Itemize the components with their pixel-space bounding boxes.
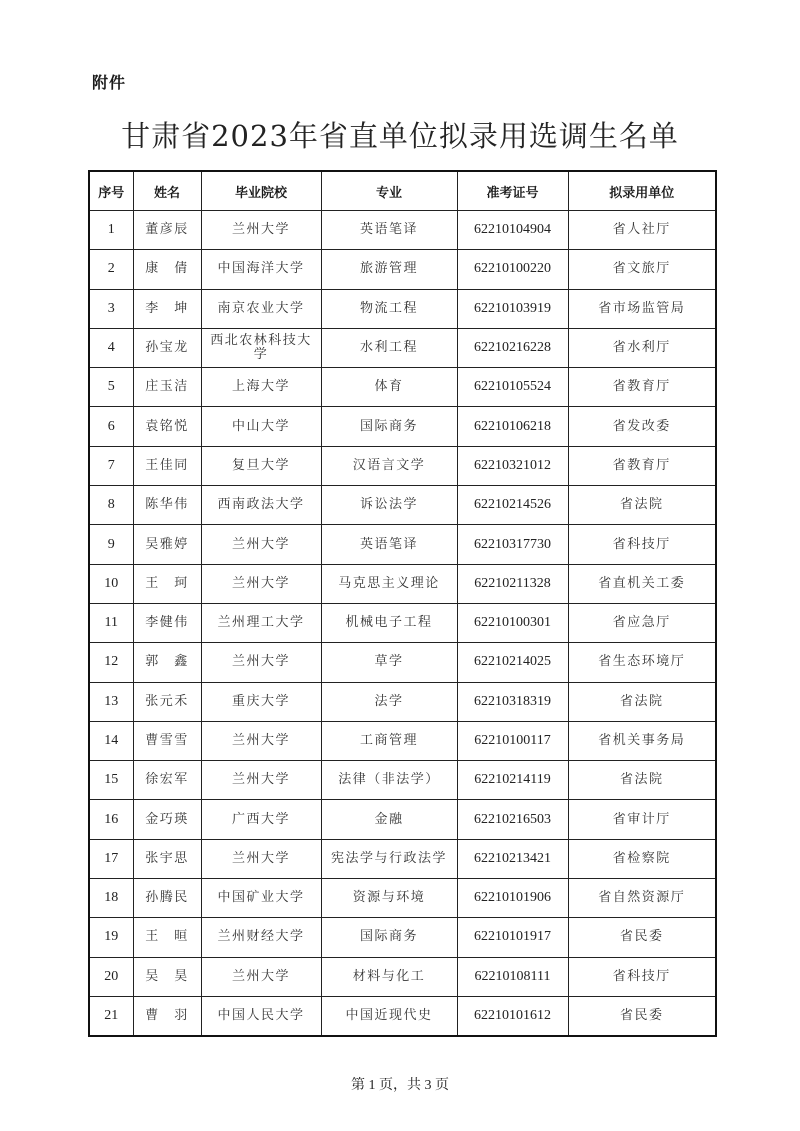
cell-school: 兰州大学 xyxy=(201,761,321,800)
cell-exam-id: 62210101612 xyxy=(457,996,568,1036)
cell-major: 金融 xyxy=(321,800,457,839)
cell-exam-id: 62210100220 xyxy=(457,250,568,289)
table-row xyxy=(89,879,716,918)
cell-no: 9 xyxy=(89,525,133,564)
cell-no: 14 xyxy=(89,721,133,760)
cell-school: 兰州大学 xyxy=(201,211,321,250)
cell-major: 旅游管理 xyxy=(321,250,457,289)
cell-unit: 省生态环境厅 xyxy=(568,643,716,682)
cell-school: 中国人民大学 xyxy=(201,996,321,1036)
header-school: 毕业院校 xyxy=(201,171,321,211)
cell-no: 5 xyxy=(89,368,133,407)
cell-unit: 省自然资源厅 xyxy=(568,879,716,918)
table-row xyxy=(89,368,716,407)
document-title: 甘肃省2023年省直单位拟录用选调生名单 xyxy=(121,119,679,153)
cell-exam-id: 62210101906 xyxy=(457,879,568,918)
cell-name: 曹 羽 xyxy=(133,996,201,1036)
table-row xyxy=(89,250,716,289)
cell-major: 诉讼法学 xyxy=(321,486,457,525)
cell-major: 国际商务 xyxy=(321,407,457,446)
table-row xyxy=(89,525,716,564)
cell-major: 法学 xyxy=(321,682,457,721)
cell-major: 英语笔译 xyxy=(321,525,457,564)
table-row xyxy=(89,643,716,682)
cell-major: 中国近现代史 xyxy=(321,996,457,1036)
cell-unit: 省审计厅 xyxy=(568,800,716,839)
cell-no: 11 xyxy=(89,603,133,642)
cell-no: 19 xyxy=(89,918,133,957)
cell-school: 兰州大学 xyxy=(201,643,321,682)
header-unit: 拟录用单位 xyxy=(568,171,716,211)
cell-no: 2 xyxy=(89,250,133,289)
cell-name: 吴雅婷 xyxy=(133,525,201,564)
cell-no: 3 xyxy=(89,289,133,328)
cell-name: 郭 鑫 xyxy=(133,643,201,682)
cell-unit: 省教育厅 xyxy=(568,446,716,485)
table-row xyxy=(89,839,716,878)
cell-exam-id: 62210105524 xyxy=(457,368,568,407)
cell-major: 体育 xyxy=(321,368,457,407)
cell-school: 中国海洋大学 xyxy=(201,250,321,289)
page-footer: 第 1 页，共 3 页 xyxy=(351,1078,449,1093)
cell-exam-id: 62210104904 xyxy=(457,211,568,250)
cell-exam-id: 62210100301 xyxy=(457,603,568,642)
cell-major: 草学 xyxy=(321,643,457,682)
cell-unit: 省教育厅 xyxy=(568,368,716,407)
cell-school: 兰州财经大学 xyxy=(201,918,321,957)
cell-no: 13 xyxy=(89,682,133,721)
cell-major: 材料与化工 xyxy=(321,957,457,996)
cell-major: 汉语言文学 xyxy=(321,446,457,485)
cell-unit: 省民委 xyxy=(568,996,716,1036)
cell-no: 1 xyxy=(89,211,133,250)
cell-name: 孙宝龙 xyxy=(133,328,201,367)
cell-major: 水利工程 xyxy=(321,328,457,367)
cell-unit: 省人社厅 xyxy=(568,211,716,250)
cell-name: 张宇思 xyxy=(133,839,201,878)
cell-no: 8 xyxy=(89,486,133,525)
cell-major: 物流工程 xyxy=(321,289,457,328)
table-row xyxy=(89,564,716,603)
cell-name: 徐宏军 xyxy=(133,761,201,800)
cell-exam-id: 62210214526 xyxy=(457,486,568,525)
table-row xyxy=(89,800,716,839)
cell-school: 兰州大学 xyxy=(201,957,321,996)
cell-major: 工商管理 xyxy=(321,721,457,760)
cell-name: 董彦辰 xyxy=(133,211,201,250)
cell-no: 20 xyxy=(89,957,133,996)
cell-name: 孙腾民 xyxy=(133,879,201,918)
cell-school: 兰州理工大学 xyxy=(201,603,321,642)
cell-unit: 省应急厅 xyxy=(568,603,716,642)
cell-no: 15 xyxy=(89,761,133,800)
cell-exam-id: 62210103919 xyxy=(457,289,568,328)
cell-unit: 省文旅厅 xyxy=(568,250,716,289)
table-row xyxy=(89,407,716,446)
cell-name: 李 坤 xyxy=(133,289,201,328)
table-row xyxy=(89,957,716,996)
cell-no: 4 xyxy=(89,328,133,367)
cell-major: 法律（非法学） xyxy=(321,761,457,800)
cell-exam-id: 62210318319 xyxy=(457,682,568,721)
cell-unit: 省民委 xyxy=(568,918,716,957)
table-row xyxy=(89,289,716,328)
cell-no: 21 xyxy=(89,996,133,1036)
table-row xyxy=(89,996,716,1036)
header-major: 专业 xyxy=(321,171,457,211)
candidate-roster-table xyxy=(88,170,717,1037)
table-body xyxy=(89,211,716,1037)
cell-exam-id: 62210216503 xyxy=(457,800,568,839)
cell-major: 宪法学与行政法学 xyxy=(321,839,457,878)
header-exam-id: 准考证号 xyxy=(457,171,568,211)
cell-unit: 省水利厅 xyxy=(568,328,716,367)
cell-major: 国际商务 xyxy=(321,918,457,957)
cell-unit: 省发改委 xyxy=(568,407,716,446)
cell-major: 资源与环境 xyxy=(321,879,457,918)
cell-no: 16 xyxy=(89,800,133,839)
table-header-row xyxy=(89,171,716,211)
cell-name: 康 倩 xyxy=(133,250,201,289)
cell-major: 马克思主义理论 xyxy=(321,564,457,603)
cell-school: 兰州大学 xyxy=(201,839,321,878)
cell-exam-id: 62210214119 xyxy=(457,761,568,800)
cell-school: 重庆大学 xyxy=(201,682,321,721)
cell-unit: 省法院 xyxy=(568,761,716,800)
table-row xyxy=(89,328,716,367)
cell-exam-id: 62210216228 xyxy=(457,328,568,367)
cell-school: 广西大学 xyxy=(201,800,321,839)
cell-name: 李健伟 xyxy=(133,603,201,642)
cell-no: 10 xyxy=(89,564,133,603)
cell-major: 机械电子工程 xyxy=(321,603,457,642)
cell-name: 张元禾 xyxy=(133,682,201,721)
cell-school: 兰州大学 xyxy=(201,721,321,760)
cell-unit: 省直机关工委 xyxy=(568,564,716,603)
cell-unit: 省市场监管局 xyxy=(568,289,716,328)
table-row xyxy=(89,603,716,642)
cell-exam-id: 62210317730 xyxy=(457,525,568,564)
cell-school: 南京农业大学 xyxy=(201,289,321,328)
cell-school: 复旦大学 xyxy=(201,446,321,485)
table-row xyxy=(89,211,716,250)
cell-name: 陈华伟 xyxy=(133,486,201,525)
cell-name: 袁铭悦 xyxy=(133,407,201,446)
cell-no: 18 xyxy=(89,879,133,918)
cell-major: 英语笔译 xyxy=(321,211,457,250)
table-row xyxy=(89,486,716,525)
cell-exam-id: 62210211328 xyxy=(457,564,568,603)
cell-school: 上海大学 xyxy=(201,368,321,407)
cell-name: 吴 昊 xyxy=(133,957,201,996)
header-no: 序号 xyxy=(89,171,133,211)
cell-name: 曹雪雪 xyxy=(133,721,201,760)
cell-exam-id: 62210214025 xyxy=(457,643,568,682)
cell-no: 7 xyxy=(89,446,133,485)
cell-name: 王 晅 xyxy=(133,918,201,957)
cell-unit: 省科技厅 xyxy=(568,957,716,996)
cell-school: 兰州大学 xyxy=(201,564,321,603)
cell-school: 西北农林科技大学 xyxy=(201,328,321,367)
cell-exam-id: 62210321012 xyxy=(457,446,568,485)
cell-exam-id: 62210108111 xyxy=(457,957,568,996)
table-row xyxy=(89,721,716,760)
attachment-label: 附件 xyxy=(92,73,127,92)
table-row xyxy=(89,918,716,957)
cell-exam-id: 62210213421 xyxy=(457,839,568,878)
cell-no: 12 xyxy=(89,643,133,682)
cell-unit: 省法院 xyxy=(568,486,716,525)
cell-unit: 省检察院 xyxy=(568,839,716,878)
table-row xyxy=(89,761,716,800)
table-row xyxy=(89,446,716,485)
cell-no: 17 xyxy=(89,839,133,878)
cell-exam-id: 62210106218 xyxy=(457,407,568,446)
cell-exam-id: 62210100117 xyxy=(457,721,568,760)
cell-unit: 省科技厅 xyxy=(568,525,716,564)
cell-name: 王佳同 xyxy=(133,446,201,485)
cell-name: 金巧瑛 xyxy=(133,800,201,839)
table-row xyxy=(89,682,716,721)
header-name: 姓名 xyxy=(133,171,201,211)
cell-unit: 省法院 xyxy=(568,682,716,721)
cell-school: 中山大学 xyxy=(201,407,321,446)
cell-school: 兰州大学 xyxy=(201,525,321,564)
cell-school: 中国矿业大学 xyxy=(201,879,321,918)
cell-unit: 省机关事务局 xyxy=(568,721,716,760)
cell-exam-id: 62210101917 xyxy=(457,918,568,957)
cell-name: 王 珂 xyxy=(133,564,201,603)
cell-school: 西南政法大学 xyxy=(201,486,321,525)
cell-no: 6 xyxy=(89,407,133,446)
cell-name: 庄玉洁 xyxy=(133,368,201,407)
